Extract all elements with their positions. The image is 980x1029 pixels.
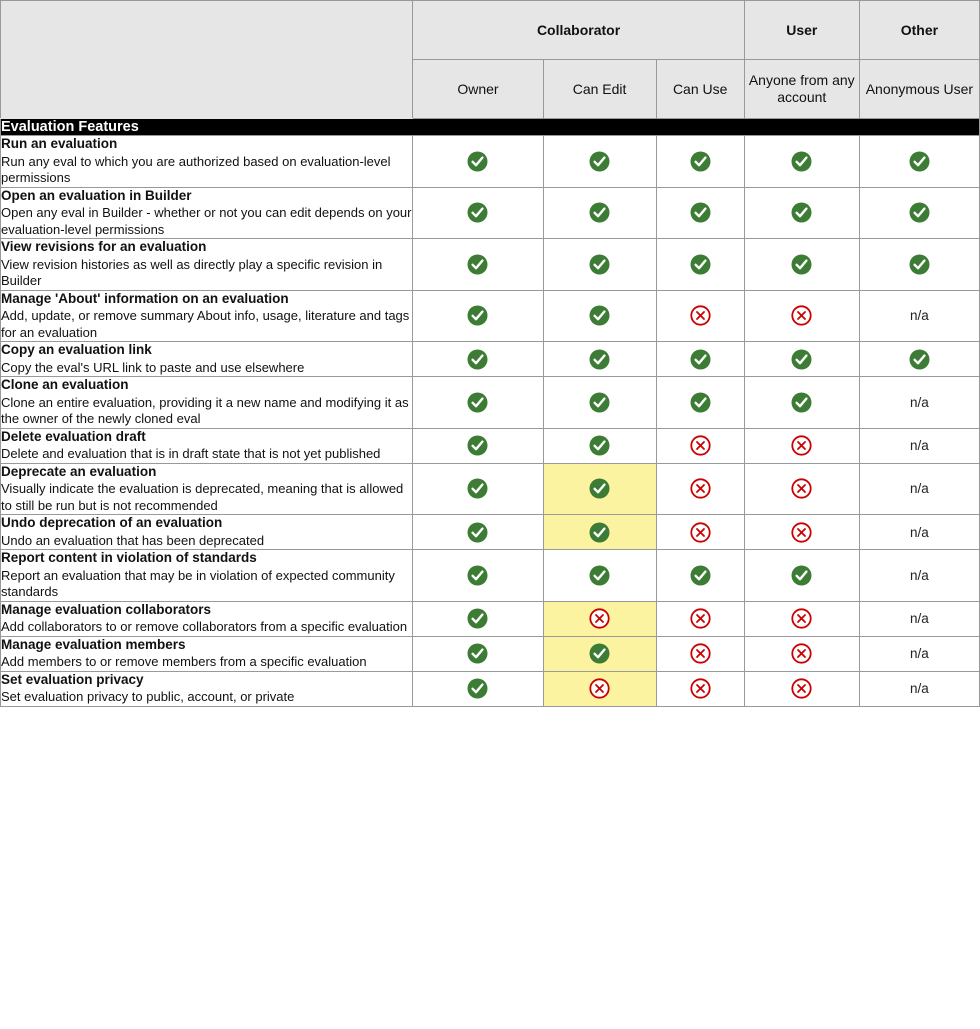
check-circle-icon <box>909 151 930 172</box>
feature-description: Undo an evaluation that has been deprecated <box>1 532 265 548</box>
check-circle-icon <box>791 202 812 223</box>
permission-cell <box>413 290 543 342</box>
table-row <box>1 671 980 706</box>
na-label: n/a <box>910 681 929 696</box>
check-circle-icon <box>589 478 610 499</box>
feature-cell <box>1 463 413 515</box>
group-header-row <box>1 1 980 60</box>
permission-cell <box>413 601 543 636</box>
feature-title: Deprecate an evaluation <box>1 463 157 479</box>
permission-cell <box>543 136 656 188</box>
x-circle-icon <box>791 608 812 629</box>
feature-cell <box>1 550 413 602</box>
x-circle-icon <box>791 435 812 456</box>
permission-cell <box>413 377 543 429</box>
feature-title: Report content in violation of standards <box>1 550 257 565</box>
column-header-anyone-from-any-account: Anyone from any account <box>744 60 859 119</box>
permission-cell <box>744 601 859 636</box>
check-circle-icon <box>467 565 488 586</box>
feature-description: Report an evaluation that may be in violation of expected community standards <box>1 567 395 599</box>
na-label: n/a <box>910 646 929 661</box>
permission-cell <box>413 515 543 550</box>
permission-cell <box>543 239 656 291</box>
check-circle-icon <box>909 254 930 275</box>
na-label: n/a <box>910 394 929 410</box>
permission-cell <box>744 550 859 602</box>
check-circle-icon <box>467 478 488 499</box>
feature-cell <box>1 636 413 671</box>
permission-cell <box>744 463 859 515</box>
permission-cell <box>859 136 979 188</box>
table-header <box>1 1 980 119</box>
feature-title: Open an evaluation in Builder <box>1 187 192 203</box>
feature-description: Clone an entire evaluation, providing it a new name and modifying it as the owner of the newly cloned eval <box>1 394 409 426</box>
permission-cell <box>656 239 744 291</box>
permission-cell <box>543 550 656 602</box>
feature-description: Add members to or remove members from a specific evaluation <box>1 654 367 669</box>
feature-description: Set evaluation privacy to public, account, or private <box>1 689 295 704</box>
feature-column-header <box>1 1 413 119</box>
x-circle-icon <box>690 608 711 629</box>
check-circle-icon <box>467 392 488 413</box>
check-circle-icon <box>467 254 488 275</box>
check-circle-icon <box>467 643 488 664</box>
permission-cell <box>413 463 543 515</box>
permission-cell <box>744 428 859 463</box>
check-circle-icon <box>589 565 610 586</box>
feature-cell <box>1 187 413 239</box>
x-circle-icon <box>589 678 610 699</box>
check-circle-icon <box>589 202 610 223</box>
permission-cell <box>859 377 979 429</box>
feature-cell <box>1 601 413 636</box>
feature-description: Visually indicate the evaluation is deprecated, meaning that is allowed to still be run but is not recommended <box>1 481 404 513</box>
feature-title: Manage 'About' information on an evaluation <box>1 290 289 306</box>
check-circle-icon <box>909 202 930 223</box>
permission-cell <box>656 515 744 550</box>
na-label: n/a <box>910 567 929 583</box>
permission-cell <box>744 342 859 377</box>
check-circle-icon <box>467 522 488 543</box>
x-circle-icon <box>690 478 711 499</box>
section-title: Evaluation Features <box>1 119 980 136</box>
permission-cell <box>413 136 543 188</box>
check-circle-icon <box>791 254 812 275</box>
x-circle-icon <box>791 305 812 326</box>
permission-cell <box>656 601 744 636</box>
permission-cell <box>859 515 979 550</box>
table-row <box>1 377 980 429</box>
permission-cell <box>744 515 859 550</box>
feature-title: Run an evaluation <box>1 136 118 151</box>
table-row <box>1 636 980 671</box>
check-circle-icon <box>589 392 610 413</box>
check-circle-icon <box>589 522 610 543</box>
feature-description: Copy the eval's URL link to paste and use elsewhere <box>1 359 305 375</box>
check-circle-icon <box>791 151 812 172</box>
permission-cell <box>744 377 859 429</box>
check-circle-icon <box>467 305 488 326</box>
table-row <box>1 428 980 463</box>
permission-cell <box>543 463 656 515</box>
check-circle-icon <box>690 349 711 370</box>
group-header-other: Other <box>859 1 979 60</box>
permission-cell <box>859 671 979 706</box>
permission-cell <box>656 463 744 515</box>
x-circle-icon <box>589 608 610 629</box>
permission-cell <box>744 239 859 291</box>
x-circle-icon <box>791 522 812 543</box>
feature-title: Set evaluation privacy <box>1 671 144 687</box>
permission-cell <box>543 636 656 671</box>
x-circle-icon <box>791 678 812 699</box>
feature-cell <box>1 239 413 291</box>
permission-cell <box>859 239 979 291</box>
permission-cell <box>859 636 979 671</box>
section-header-row <box>1 119 980 136</box>
x-circle-icon <box>690 678 711 699</box>
feature-cell <box>1 428 413 463</box>
permission-cell <box>413 187 543 239</box>
group-header-collaborator: Collaborator <box>413 1 744 60</box>
check-circle-icon <box>467 151 488 172</box>
permission-cell <box>656 136 744 188</box>
check-circle-icon <box>690 151 711 172</box>
x-circle-icon <box>791 478 812 499</box>
table-body <box>1 119 980 707</box>
table-row <box>1 187 980 239</box>
permission-cell <box>543 428 656 463</box>
feature-description: View revision histories as well as directly play a specific revision in Builder <box>1 256 383 288</box>
permission-cell <box>413 342 543 377</box>
na-label: n/a <box>910 308 929 324</box>
permission-cell <box>859 428 979 463</box>
check-circle-icon <box>589 435 610 456</box>
permission-cell <box>744 136 859 188</box>
check-circle-icon <box>589 151 610 172</box>
table-row <box>1 239 980 291</box>
permission-cell <box>543 601 656 636</box>
feature-title: Manage evaluation members <box>1 636 186 652</box>
feature-cell <box>1 136 413 188</box>
feature-title: View revisions for an evaluation <box>1 239 207 254</box>
column-header-can-use: Can Use <box>656 60 744 119</box>
check-circle-icon <box>690 254 711 275</box>
permission-cell <box>543 671 656 706</box>
permission-cell <box>859 550 979 602</box>
table-row <box>1 342 980 377</box>
feature-description: Run any eval to which you are authorized based on evaluation-level permissions <box>1 153 391 185</box>
feature-title: Undo deprecation of an evaluation <box>1 515 223 530</box>
feature-description: Open any eval in Builder - whether or not you can edit depends on your evaluation-level permissions <box>1 205 412 237</box>
permission-cell <box>413 550 543 602</box>
feature-title: Clone an evaluation <box>1 377 129 392</box>
feature-cell <box>1 290 413 342</box>
permission-cell <box>413 428 543 463</box>
na-label: n/a <box>910 481 929 497</box>
feature-cell <box>1 671 413 706</box>
na-label: n/a <box>910 524 929 540</box>
permission-cell <box>656 671 744 706</box>
column-header-owner: Owner <box>413 60 543 119</box>
permission-cell <box>859 187 979 239</box>
column-header-can-edit: Can Edit <box>543 60 656 119</box>
permission-cell <box>656 290 744 342</box>
check-circle-icon <box>690 202 711 223</box>
check-circle-icon <box>467 435 488 456</box>
permission-cell <box>656 428 744 463</box>
feature-description: Add, update, or remove summary About info, usage, literature and tags for an evaluation <box>1 308 410 340</box>
table-row <box>1 136 980 188</box>
check-circle-icon <box>791 349 812 370</box>
permission-cell <box>744 290 859 342</box>
feature-title: Copy an evaluation link <box>1 342 152 357</box>
feature-cell <box>1 377 413 429</box>
table-row <box>1 601 980 636</box>
permission-cell <box>543 515 656 550</box>
x-circle-icon <box>791 643 812 664</box>
permission-cell <box>543 377 656 429</box>
check-circle-icon <box>791 565 812 586</box>
x-circle-icon <box>690 643 711 664</box>
check-circle-icon <box>589 254 610 275</box>
check-circle-icon <box>467 678 488 699</box>
check-circle-icon <box>690 565 711 586</box>
permission-cell <box>859 601 979 636</box>
check-circle-icon <box>467 608 488 629</box>
permission-cell <box>413 239 543 291</box>
check-circle-icon <box>909 349 930 370</box>
permission-cell <box>656 342 744 377</box>
permission-cell <box>656 550 744 602</box>
check-circle-icon <box>589 349 610 370</box>
permission-cell <box>656 636 744 671</box>
x-circle-icon <box>690 435 711 456</box>
feature-description: Delete and evaluation that is in draft state that is not yet published <box>1 446 381 461</box>
feature-description: Add collaborators to or remove collaborators from a specific evaluation <box>1 619 408 634</box>
x-circle-icon <box>690 522 711 543</box>
permission-cell <box>859 342 979 377</box>
permission-cell <box>413 671 543 706</box>
permission-cell <box>656 187 744 239</box>
na-label: n/a <box>910 611 929 626</box>
permission-cell <box>744 187 859 239</box>
check-circle-icon <box>467 349 488 370</box>
table-row <box>1 290 980 342</box>
permission-cell <box>656 377 744 429</box>
table-row <box>1 463 980 515</box>
feature-cell <box>1 515 413 550</box>
permission-cell <box>543 342 656 377</box>
table-row <box>1 550 980 602</box>
permission-cell <box>413 636 543 671</box>
check-circle-icon <box>589 643 610 664</box>
x-circle-icon <box>690 305 711 326</box>
column-header-anonymous-user: Anonymous User <box>859 60 979 119</box>
permission-cell <box>859 463 979 515</box>
group-header-user: User <box>744 1 859 60</box>
check-circle-icon <box>589 305 610 326</box>
feature-title: Manage evaluation collaborators <box>1 601 212 617</box>
feature-title: Delete evaluation draft <box>1 428 146 444</box>
check-circle-icon <box>690 392 711 413</box>
permission-cell <box>543 290 656 342</box>
permission-cell <box>744 671 859 706</box>
permission-cell <box>859 290 979 342</box>
check-circle-icon <box>791 392 812 413</box>
table-row <box>1 515 980 550</box>
check-circle-icon <box>467 202 488 223</box>
feature-cell <box>1 342 413 377</box>
permission-cell <box>543 187 656 239</box>
na-label: n/a <box>910 438 929 453</box>
permission-cell <box>744 636 859 671</box>
